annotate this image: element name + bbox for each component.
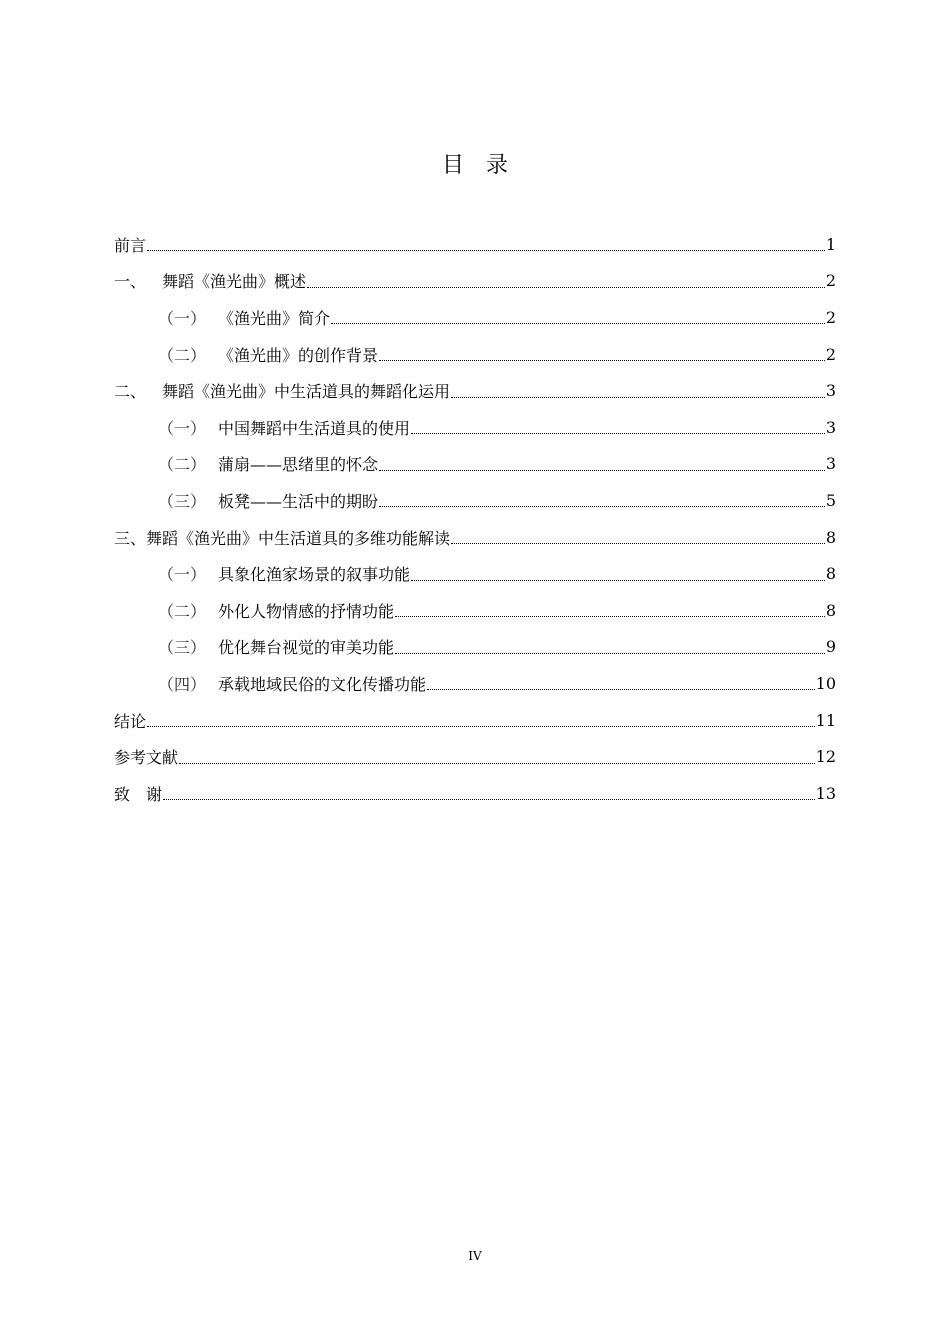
toc-entry-section-2-2[interactable] bbox=[114, 446, 836, 483]
toc-entry-text: 《渔光曲》简介 bbox=[218, 308, 331, 328]
toc-page-number: 8 bbox=[825, 527, 836, 547]
toc-entry-number: （一） bbox=[158, 308, 207, 328]
dot-leader bbox=[395, 652, 825, 654]
toc-page-number: 2 bbox=[825, 344, 836, 364]
toc-page-number: 8 bbox=[825, 564, 836, 584]
toc-page-number: 8 bbox=[825, 600, 836, 620]
toc-page-number: 13 bbox=[815, 783, 836, 803]
toc-page-number: 9 bbox=[825, 637, 836, 657]
toc-entry-text: 中国舞蹈中生活道具的使用 bbox=[218, 418, 411, 438]
dot-leader bbox=[379, 359, 825, 361]
dot-leader bbox=[147, 725, 815, 727]
toc-page-number: 3 bbox=[825, 454, 836, 474]
toc-entry-text: 具象化渔家场景的叙事功能 bbox=[218, 565, 411, 585]
toc-entry-section-3-2[interactable] bbox=[114, 592, 836, 629]
toc-entry-chapter-2[interactable] bbox=[114, 372, 836, 409]
toc-entry-number: （二） bbox=[158, 345, 207, 365]
toc-entry-number: （二） bbox=[158, 601, 207, 621]
toc-entry-chapter-1[interactable] bbox=[114, 263, 836, 300]
toc-entry-text: 结论 bbox=[114, 711, 147, 731]
dot-leader bbox=[379, 469, 825, 471]
toc-entry-text: 致 谢 bbox=[114, 784, 163, 804]
page-number-footer: IV bbox=[468, 1249, 482, 1263]
toc-entry-text: 三、舞蹈《渔光曲》中生活道具的多维功能解读 bbox=[114, 528, 451, 548]
toc-entry-text: 外化人物情感的抒情功能 bbox=[218, 601, 395, 621]
toc-entry-conclusion[interactable] bbox=[114, 702, 836, 739]
dot-leader bbox=[395, 615, 825, 617]
toc-entry-number: （三） bbox=[158, 638, 207, 658]
toc-entry-number: 一、 bbox=[114, 272, 147, 292]
dot-leader bbox=[147, 249, 825, 251]
toc-entry-text: 板凳——生活中的期盼 bbox=[218, 491, 379, 511]
dot-leader bbox=[427, 688, 815, 690]
toc-entry-section-3-3[interactable] bbox=[114, 629, 836, 666]
toc-entry-section-2-1[interactable] bbox=[114, 409, 836, 446]
toc-entry-section-3-1[interactable] bbox=[114, 555, 836, 592]
toc-entry-text: 前言 bbox=[114, 235, 147, 255]
toc-entry-text: 舞蹈《渔光曲》中生活道具的舞蹈化运用 bbox=[162, 382, 451, 402]
dot-leader bbox=[451, 542, 825, 544]
toc-page-number: 10 bbox=[815, 673, 836, 693]
toc-entry-text: 《渔光曲》的创作背景 bbox=[218, 345, 379, 365]
toc-entry-section-2-3[interactable] bbox=[114, 482, 836, 519]
toc-entry-references[interactable] bbox=[114, 738, 836, 775]
toc-entry-text: 舞蹈《渔光曲》概述 bbox=[162, 272, 307, 292]
dot-leader bbox=[179, 762, 815, 764]
toc-entry-preface[interactable] bbox=[114, 226, 836, 263]
page-title: 目 录 bbox=[441, 153, 508, 178]
dot-leader bbox=[411, 579, 825, 581]
dot-leader bbox=[379, 505, 825, 507]
toc-page-number: 11 bbox=[815, 710, 836, 730]
toc-entry-text: 优化舞台视觉的审美功能 bbox=[218, 638, 395, 658]
toc-page-number: 1 bbox=[825, 234, 836, 254]
toc-entry-acknowledgements[interactable] bbox=[114, 775, 836, 812]
toc-entry-text: 蒲扇——思绪里的怀念 bbox=[218, 455, 379, 475]
toc-page-number: 2 bbox=[825, 271, 836, 291]
table-of-contents bbox=[114, 226, 836, 812]
toc-entry-section-3-4[interactable] bbox=[114, 665, 836, 702]
toc-entry-number: （一） bbox=[158, 565, 207, 585]
toc-entry-text: 承载地域民俗的文化传播功能 bbox=[218, 674, 427, 694]
toc-entry-number: （二） bbox=[158, 455, 207, 475]
toc-entry-text: 参考文献 bbox=[114, 748, 179, 768]
dot-leader bbox=[411, 432, 825, 434]
toc-page-number: 5 bbox=[825, 490, 836, 510]
toc-page-number: 2 bbox=[825, 307, 836, 327]
dot-leader bbox=[163, 798, 815, 800]
toc-page-number: 3 bbox=[825, 381, 836, 401]
toc-page-number: 12 bbox=[815, 747, 836, 767]
toc-entry-chapter-3[interactable] bbox=[114, 519, 836, 556]
toc-entry-number: （一） bbox=[158, 418, 207, 438]
toc-entry-section-1-2[interactable] bbox=[114, 336, 836, 373]
dot-leader bbox=[451, 396, 825, 398]
toc-entry-number: （三） bbox=[158, 491, 207, 511]
dot-leader bbox=[331, 322, 825, 324]
toc-entry-number: 二、 bbox=[114, 382, 147, 402]
toc-entry-section-1-1[interactable] bbox=[114, 299, 836, 336]
dot-leader bbox=[307, 286, 825, 288]
toc-entry-number: （四） bbox=[158, 674, 207, 694]
toc-page-number: 3 bbox=[825, 417, 836, 437]
